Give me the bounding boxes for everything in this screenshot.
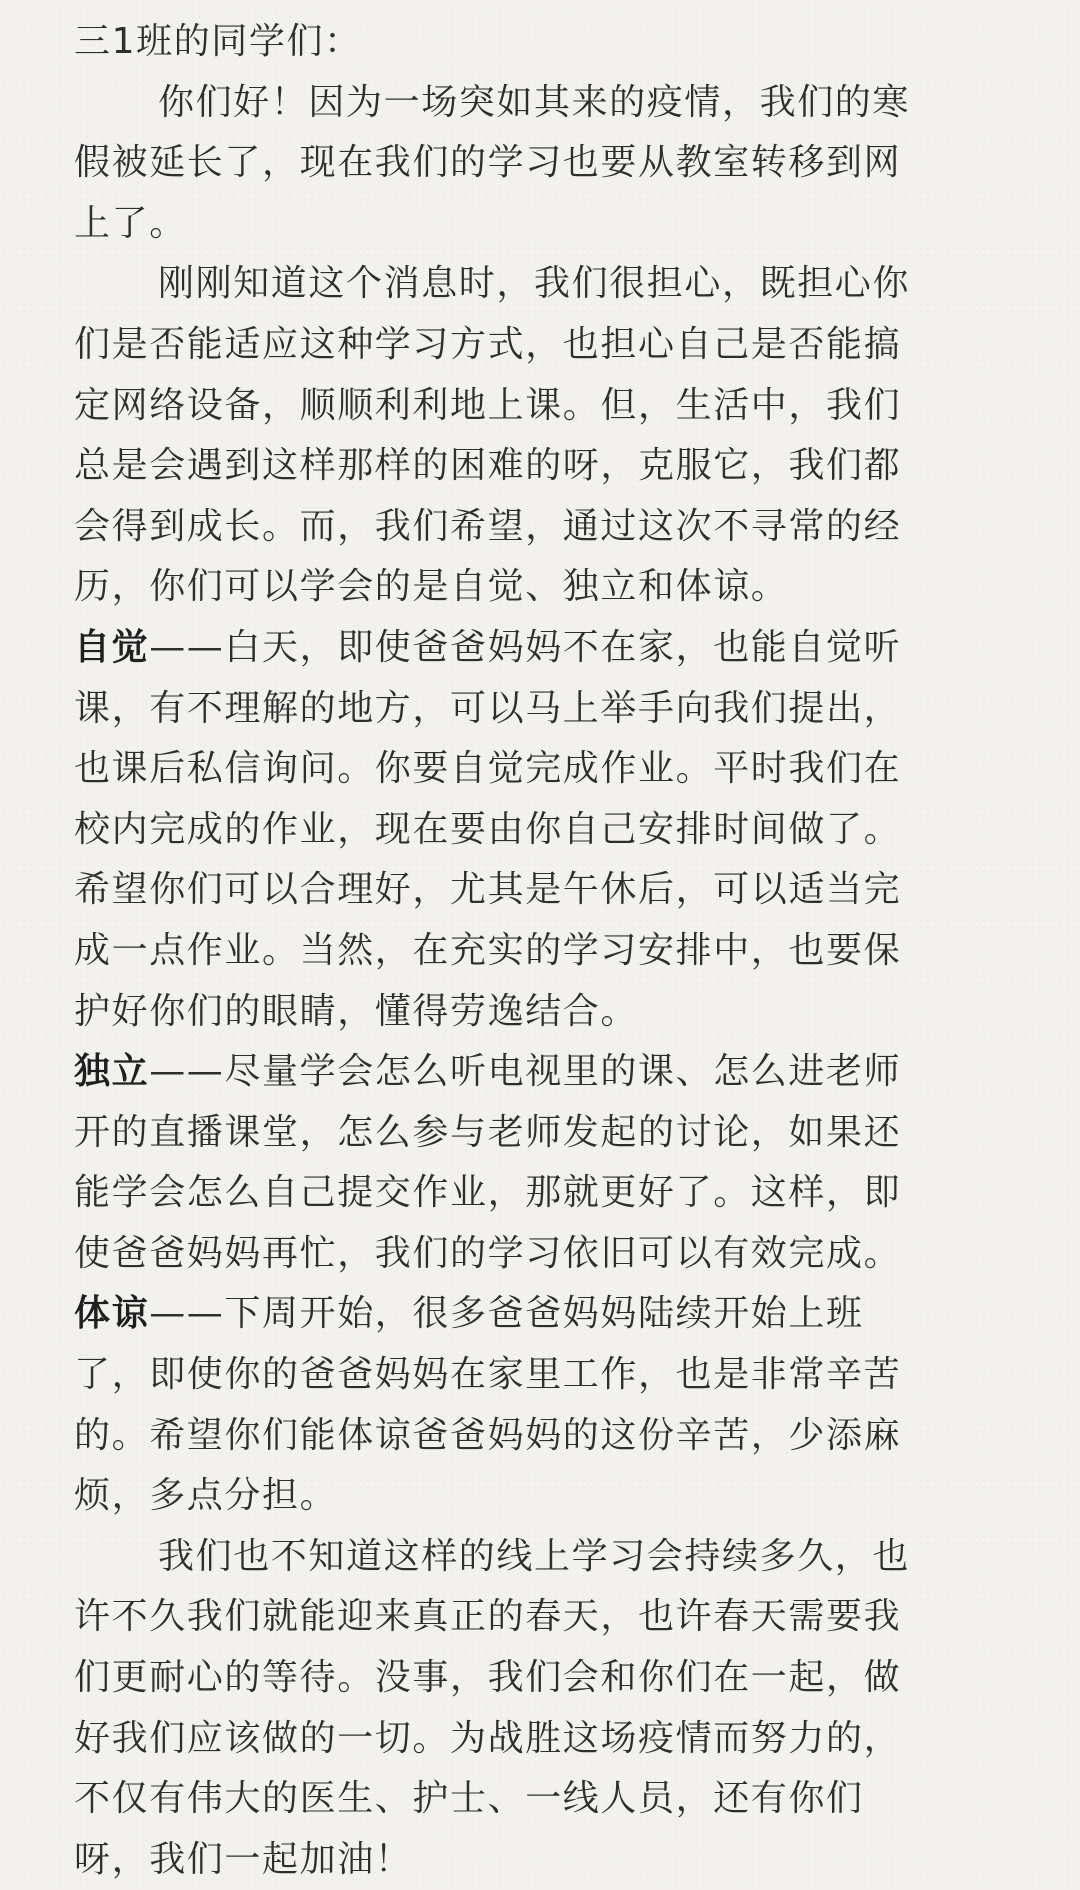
text-line: 刚刚知道这个消息时，我们很担心，既担心你 (158, 263, 911, 305)
section-intro-text: ——尽量学会怎么听电视里的课、怎么进老师 (149, 1051, 902, 1093)
text-line: 成一点作业。当然，在充实的学习安排中，也要保 (74, 929, 902, 971)
greeting: 三1班的同学们： (74, 21, 362, 62)
text-line: 的。希望你们能体谅爸爸妈妈的这份辛苦，少添麻 (74, 1414, 902, 1456)
text-line: 许不久我们就能迎来真正的春天，也许春天需要我 (74, 1596, 902, 1638)
text-line: 上了。 (74, 202, 187, 244)
section-first-line (74, 1284, 994, 1345)
section-independence (74, 1042, 994, 1284)
text-line: 总是会遇到这样那样的困难的呀，克服它，我们都 (74, 445, 902, 487)
paragraph-closing (74, 1527, 994, 1890)
section-first-line (74, 618, 994, 679)
text-line: 历，你们可以学会的是自觉、独立和体谅。 (74, 566, 789, 608)
text-line: 不仅有伟大的医生、护士、一线人员，还有你们 (74, 1778, 864, 1820)
text-line: 我们也不知道这样的线上学习会持续多久，也 (158, 1535, 911, 1577)
text-line: 使爸爸妈妈再忙，我们的学习依旧可以有效完成。 (74, 1232, 902, 1274)
section-self-discipline (74, 618, 994, 1042)
text-line: 了，即使你的爸爸妈妈在家里工作，也是非常辛苦 (74, 1354, 902, 1396)
text-line: 希望你们可以合理好，尤其是午休后，可以适当完 (74, 869, 902, 911)
text-line: 能学会怎么自己提交作业，那就更好了。这样，即 (74, 1172, 902, 1214)
text-line: 呀，我们一起加油！ (74, 1838, 413, 1880)
section-first-line (74, 1042, 994, 1103)
text-line: 开的直播课堂，怎么参与老师发起的讨论，如果还 (74, 1111, 902, 1153)
text-line: 护好你们的眼睛，懂得劳逸结合。 (74, 990, 639, 1032)
text-line: 定网络设备，顺顺利利地上课。但，生活中，我们 (74, 384, 902, 426)
text-line: 们是否能适应这种学习方式，也担心自己是否能搞 (74, 323, 902, 365)
text-line: 校内完成的作业，现在要由你自己安排时间做了。 (74, 808, 902, 850)
section-keyword: 自觉 (74, 626, 150, 668)
paragraph-concern (74, 254, 994, 618)
text-line: 也课后私信询问。你要自觉完成作业。平时我们在 (74, 748, 902, 790)
section-understanding (74, 1284, 994, 1526)
text-line: 好我们应该做的一切。为战胜这场疫情而努力的， (74, 1717, 902, 1759)
text-line: 们更耐心的等待。没事，我们会和你们在一起，做 (74, 1657, 902, 1699)
text-line: 假被延长了，现在我们的学习也要从教室转移到网 (74, 142, 902, 184)
paragraph-intro (74, 73, 994, 255)
text-line: 课，有不理解的地方，可以马上举手向我们提出， (74, 687, 902, 729)
section-intro-text: ——下周开始，很多爸爸妈妈陆续开始上班 (149, 1293, 864, 1335)
text-line: 烦，多点分担。 (74, 1475, 338, 1517)
section-keyword: 体谅 (74, 1293, 150, 1335)
section-intro-text: ——白天，即使爸爸妈妈不在家，也能自觉听 (149, 626, 902, 668)
section-keyword: 独立 (74, 1051, 150, 1093)
text-line: 你们好！因为一场突如其来的疫情，我们的寒 (158, 81, 911, 123)
text-line: 会得到成长。而，我们希望，通过这次不寻常的经 (74, 505, 902, 547)
